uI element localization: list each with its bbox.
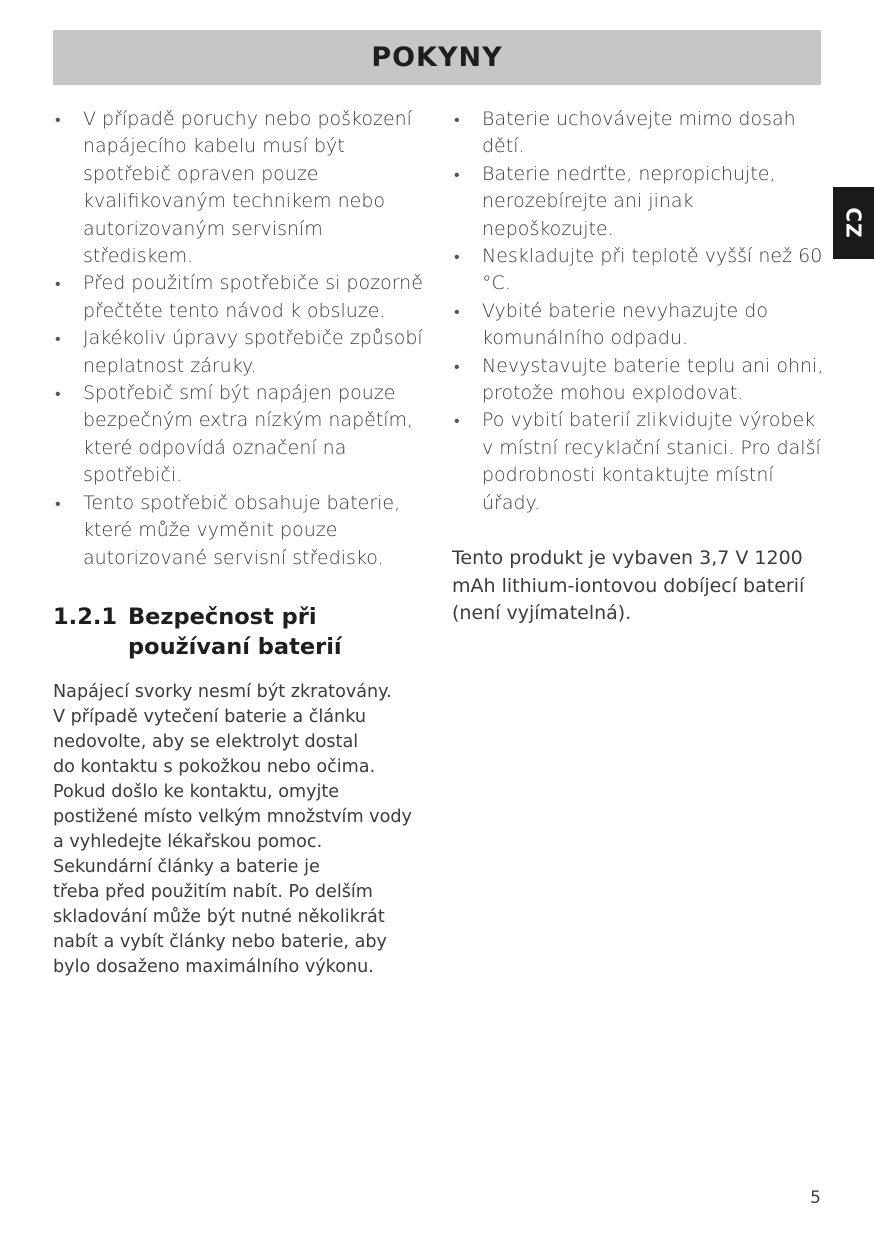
- bullet-icon: •: [454, 411, 460, 431]
- bullet-icon: •: [55, 384, 61, 404]
- bullet-icon: •: [454, 301, 460, 321]
- body-line: postižené místo velkým množstvím vody: [53, 806, 412, 827]
- body-line: nedovolte, aby se elektrolyt dostal: [53, 731, 359, 752]
- header-bar: [53, 30, 821, 85]
- list-item-text: Před použitím spotřebiče si pozorně přečtěte tento návod k obsluze.: [83, 272, 423, 322]
- bullet-icon: •: [454, 247, 460, 267]
- bullet-icon: •: [55, 329, 61, 349]
- list-item-text: V případě poruchy nebo poškození napájecího kabelu musí být spotřebič opraven pouze kvalifikovaným technikem nebo autorizovaným servisním střediskem.: [83, 108, 412, 268]
- left-bullet-list: [53, 106, 423, 572]
- page-number: 5: [810, 1188, 821, 1208]
- bullet-icon: •: [454, 110, 460, 129]
- list-item: [452, 161, 824, 243]
- body-line: nabít a vybít články nebo baterie, aby: [53, 931, 387, 952]
- section-title: Bezpečnost při používaní baterií: [128, 603, 342, 660]
- body-line: Sekundární články a baterie je: [53, 856, 320, 877]
- list-item-text: Baterie uchovávejte mimo dosah dětí.: [482, 108, 796, 158]
- list-item: [53, 106, 423, 270]
- list-item-text: Spotřebič smí být napájen pouze bezpečným extra nízkým napětím, které odpovídá označení na spotřebiči.: [83, 382, 414, 487]
- list-item: [53, 270, 423, 325]
- section-number: 1.2.1: [53, 603, 118, 630]
- list-item-text: Po vybití baterií zlikvidujte výrobek v místní recyklační stanici. Pro další podrobnosti kontaktujte místní úřady.: [482, 409, 821, 514]
- language-tab-label: CZ: [841, 207, 866, 239]
- list-item: [452, 106, 824, 161]
- bullet-icon: •: [55, 493, 61, 513]
- list-item-text: Baterie nedrťte, nepropichujte, nerozebírejte ani jinak nepoškozujte.: [482, 162, 776, 240]
- list-item: [452, 353, 824, 408]
- list-item-text: Jakékoliv úpravy spotřebiče způsobí neplatnost záruky.: [83, 327, 423, 377]
- left-column: [53, 106, 423, 980]
- body-line: Pokud došlo ke kontaktu, omyjte: [53, 781, 340, 802]
- list-item: [53, 380, 423, 490]
- body-line: třeba před použitím nabít. Po delším: [53, 881, 373, 902]
- bullet-icon: •: [55, 274, 61, 294]
- section-heading: [53, 602, 423, 662]
- body-line: Napájecí svorky nesmí být zkratovány.: [53, 681, 392, 702]
- product-note: Tento produkt je vybaven 3,7 V 1200 mAh lithium-iontovou dobíjecí baterií (není vyjímatelná).: [452, 547, 805, 624]
- right-bullet-list: [452, 106, 824, 517]
- list-item-text: Neskladujte při teplotě vyšší než 60 °C.: [482, 245, 823, 295]
- bullet-icon: •: [454, 356, 460, 376]
- list-item: [452, 407, 824, 517]
- language-tab: [833, 187, 874, 259]
- page-title: POKYNY: [371, 42, 503, 73]
- list-item-text: Vybité baterie nevyhazujte do komunálního odpadu.: [482, 299, 768, 350]
- list-item: [53, 325, 423, 380]
- section-body: [53, 680, 423, 980]
- list-item: [452, 243, 824, 298]
- bullet-icon: •: [55, 110, 61, 129]
- bullet-icon: •: [454, 164, 460, 184]
- list-item-text: Tento spotřebič obsahuje baterie, které může vyměnit pouze autorizované servisní středisko.: [83, 491, 401, 569]
- body-line: bylo dosaženo maximálního výkonu.: [53, 956, 374, 977]
- body-line: V případě vytečení baterie a článku: [53, 706, 367, 727]
- list-item: [53, 490, 423, 572]
- body-line: do kontaktu s pokožkou nebo očima.: [53, 756, 376, 777]
- body-line: skladování může být nutné několikrát: [53, 906, 385, 927]
- list-item: [452, 298, 824, 353]
- right-column: [452, 106, 824, 627]
- body-line: a vyhledejte lékařskou pomoc.: [53, 831, 323, 852]
- list-item-text: Nevystavujte baterie teplu ani ohni, protože mohou explodovat.: [482, 354, 824, 405]
